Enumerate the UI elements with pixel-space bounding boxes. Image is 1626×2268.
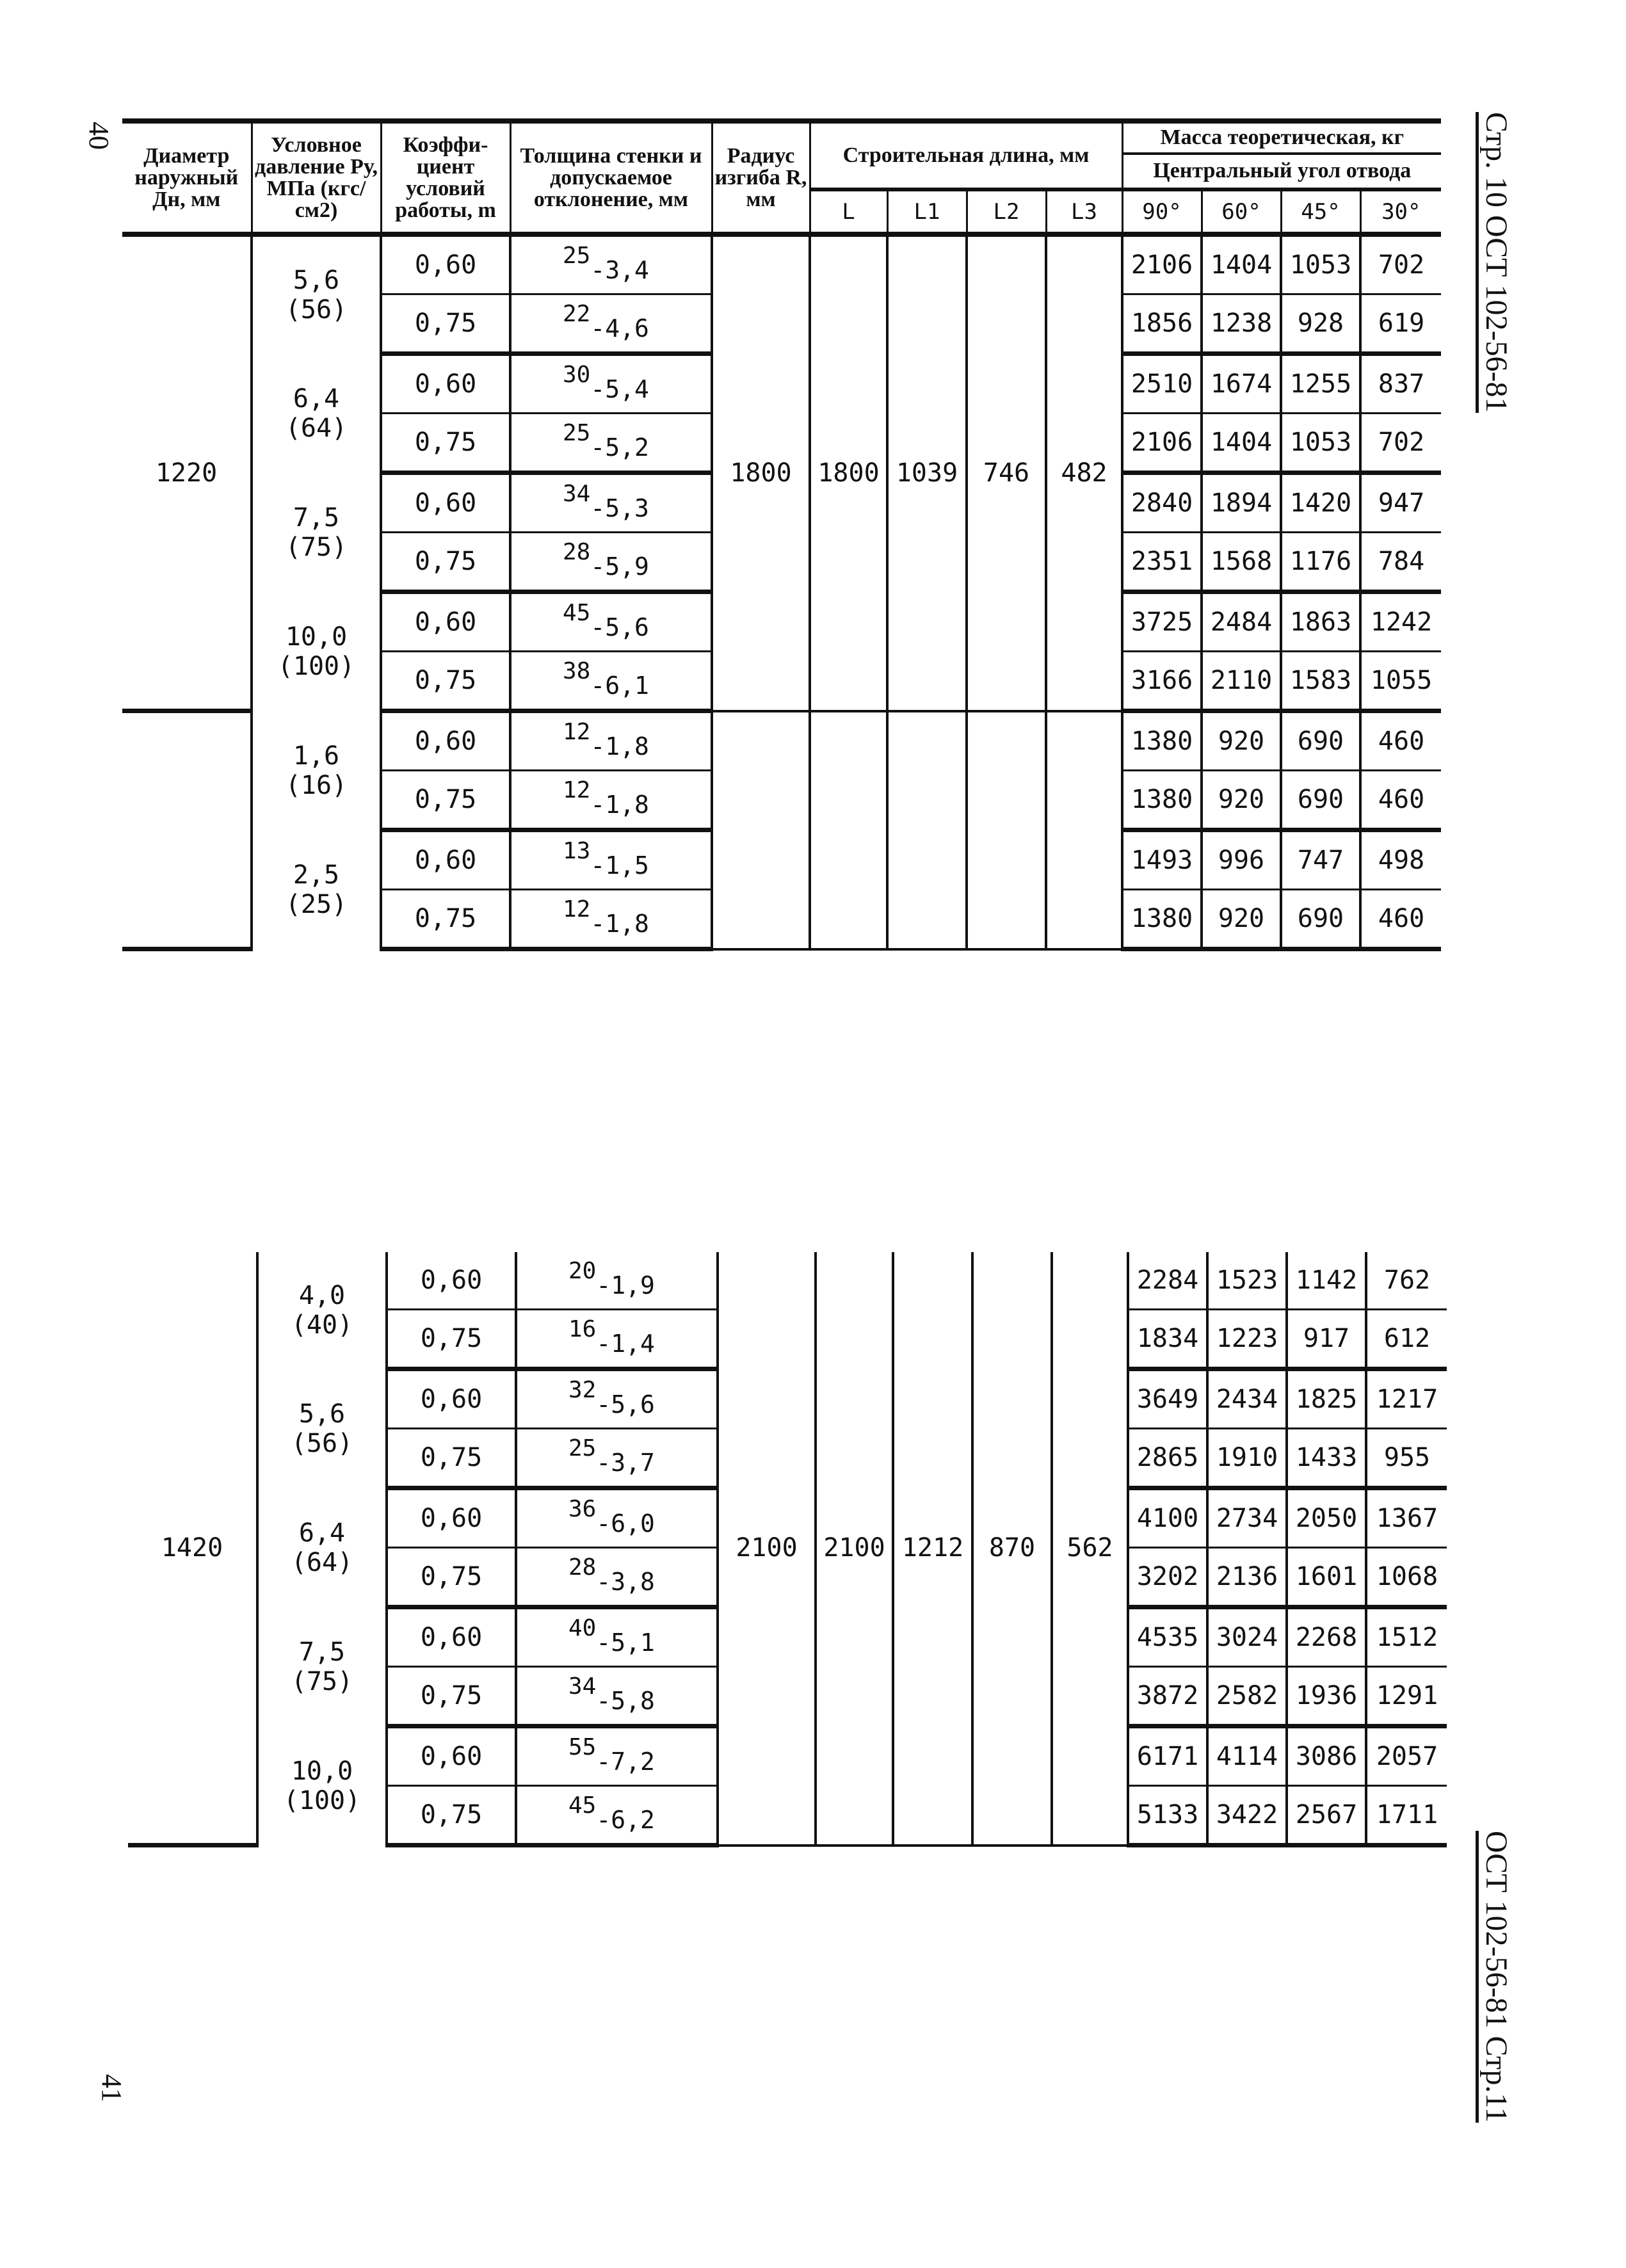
mass-cell: 1217 [1366, 1369, 1447, 1429]
coef-cell: 0,75 [381, 414, 510, 473]
thickness-tolerance: -3,7 [596, 1449, 655, 1477]
pressure-cell [252, 830, 381, 949]
thickness-cell [516, 1369, 718, 1429]
thickness-tolerance: -1,5 [590, 851, 649, 880]
coef-cell: 0,75 [387, 1667, 516, 1726]
thickness-nominal: 45 [563, 600, 591, 626]
thickness-nominal: 22 [563, 301, 591, 327]
mass-cell: 4114 [1207, 1726, 1287, 1786]
mass-cell: 3086 [1287, 1726, 1366, 1786]
coef-cell: 0,60 [381, 830, 510, 890]
thickness-tolerance: -3,4 [590, 256, 649, 284]
pressure-mpa: 10,0 [291, 1756, 353, 1786]
thickness-cell [516, 1667, 718, 1726]
mass-cell: 1053 [1281, 234, 1360, 294]
mass-cell: 920 [1202, 771, 1281, 830]
mass-cell: 1894 [1202, 473, 1281, 533]
mass-cell: 1053 [1281, 414, 1360, 473]
thickness-tolerance: -6,1 [590, 672, 649, 700]
mass-cell: 2106 [1122, 234, 1202, 294]
header-radius: Радиус изгиба R, мм [712, 121, 810, 234]
thickness-tolerance: -1,8 [590, 910, 649, 938]
header-coef: Коэффи-циент условий работы, m [381, 121, 510, 234]
thickness-nominal: 55 [568, 1734, 597, 1760]
mass-cell: 2840 [1122, 473, 1202, 533]
mass-cell: 1242 [1360, 592, 1441, 652]
thickness-cell [510, 830, 712, 890]
thickness-nominal: 25 [563, 420, 591, 446]
table-row [128, 1252, 1447, 1310]
header-pressure: Условное давление Ру, МПа (кгс/см2) [252, 121, 381, 234]
header-length-l3: L3 [1046, 189, 1122, 234]
pipe-bend-table-lower [128, 1252, 1447, 1847]
mass-cell: 5133 [1128, 1786, 1207, 1846]
thickness-cell [510, 234, 712, 294]
mass-cell: 1936 [1287, 1667, 1366, 1726]
mass-cell: 1176 [1281, 533, 1360, 592]
header-angle-2: 45° [1281, 189, 1360, 234]
mass-cell: 1291 [1366, 1667, 1447, 1726]
page-number-41: 41 [96, 2074, 127, 2102]
mass-cell: 1055 [1360, 652, 1441, 711]
pipe-bend-table-upper [122, 118, 1441, 951]
mass-cell: 1433 [1287, 1429, 1366, 1488]
pressure-cell [252, 354, 381, 473]
thickness-tolerance: -5,3 [590, 494, 649, 522]
thickness-tolerance: -5,6 [596, 1390, 655, 1419]
mass-cell: 1142 [1287, 1252, 1366, 1310]
pressure-cell [252, 234, 381, 354]
thickness-cell [516, 1786, 718, 1846]
thickness-nominal: 25 [568, 1435, 597, 1461]
pressure-mpa: 6,4 [293, 383, 340, 414]
table-row [122, 234, 1441, 294]
mass-cell: 1223 [1207, 1310, 1287, 1369]
diameter-cell [122, 711, 252, 949]
thickness-nominal: 32 [568, 1377, 597, 1403]
page-number-40: 40 [83, 122, 115, 150]
header-length-l1: L1 [887, 189, 967, 234]
pressure-cell [257, 1607, 387, 1726]
mass-cell: 2268 [1287, 1607, 1366, 1667]
thickness-tolerance: -5,9 [590, 552, 649, 581]
thickness-nominal: 12 [563, 896, 591, 922]
mass-cell: 2484 [1202, 592, 1281, 652]
mass-cell: 2865 [1128, 1429, 1207, 1488]
mass-cell: 6171 [1128, 1726, 1207, 1786]
mass-cell: 2582 [1207, 1667, 1287, 1726]
thickness-cell [510, 414, 712, 473]
thickness-nominal: 13 [563, 838, 591, 864]
mass-cell: 1834 [1128, 1310, 1207, 1369]
thickness-tolerance: -4,6 [590, 314, 649, 342]
thickness-nominal: 36 [568, 1496, 597, 1522]
thickness-cell [516, 1726, 718, 1786]
mass-cell: 4535 [1128, 1607, 1207, 1667]
diameter-cell: 1220 [122, 234, 252, 711]
length-r-cell [712, 711, 810, 949]
thickness-cell [510, 890, 712, 949]
header-length-l2: L2 [967, 189, 1046, 234]
thickness-tolerance: -5,6 [590, 613, 649, 641]
pressure-mpa: 7,5 [298, 1637, 346, 1667]
mass-cell: 2050 [1287, 1488, 1366, 1548]
mass-cell: 1856 [1122, 294, 1202, 354]
coef-cell: 0,75 [381, 652, 510, 711]
coef-cell: 0,75 [381, 771, 510, 830]
coef-cell: 0,60 [381, 711, 510, 771]
mass-cell: 1568 [1202, 533, 1281, 592]
coef-cell: 0,60 [381, 592, 510, 652]
coef-cell: 0,75 [381, 890, 510, 949]
mass-cell: 3202 [1128, 1548, 1207, 1607]
length-r-cell: 2100 [718, 1252, 816, 1846]
length-l1-cell: 1039 [887, 234, 967, 711]
mass-cell: 3872 [1128, 1667, 1207, 1726]
mass-cell: 1404 [1202, 234, 1281, 294]
thickness-nominal: 28 [568, 1554, 597, 1580]
mass-cell: 1512 [1366, 1607, 1447, 1667]
mass-cell: 1380 [1122, 711, 1202, 771]
pressure-mpa: 10,0 [285, 622, 348, 652]
mass-cell: 955 [1366, 1429, 1447, 1488]
thickness-nominal: 25 [563, 243, 591, 269]
thickness-nominal: 34 [568, 1673, 597, 1700]
thickness-nominal: 16 [568, 1316, 597, 1342]
thickness-cell [516, 1607, 718, 1667]
mass-cell: 3725 [1122, 592, 1202, 652]
mass-cell: 2057 [1366, 1726, 1447, 1786]
pressure-cell [257, 1252, 387, 1369]
mass-cell: 3166 [1122, 652, 1202, 711]
pressure-cell [252, 473, 381, 592]
thickness-nominal: 38 [563, 658, 591, 684]
pressure-kgf: (64) [285, 413, 348, 443]
pressure-mpa: 7,5 [293, 503, 340, 533]
pressure-kgf: (56) [291, 1428, 353, 1458]
pressure-cell [252, 711, 381, 830]
length-l3-cell [1046, 711, 1122, 949]
length-l2-cell [967, 711, 1046, 949]
mass-cell: 619 [1360, 294, 1441, 354]
mass-cell: 1910 [1207, 1429, 1287, 1488]
mass-cell: 747 [1281, 830, 1360, 890]
mass-cell: 947 [1360, 473, 1441, 533]
pressure-mpa: 1,6 [293, 741, 340, 771]
pressure-kgf: (64) [291, 1547, 353, 1577]
mass-cell: 3422 [1207, 1786, 1287, 1846]
mass-cell: 2106 [1122, 414, 1202, 473]
header-length: Строительная длина, мм [810, 121, 1122, 189]
pressure-mpa: 4,0 [298, 1281, 346, 1311]
coef-cell: 0,60 [387, 1488, 516, 1548]
thickness-cell [510, 592, 712, 652]
mass-cell: 702 [1360, 234, 1441, 294]
pressure-cell [257, 1369, 387, 1488]
thickness-nominal: 20 [568, 1258, 597, 1284]
mass-cell: 1238 [1202, 294, 1281, 354]
mass-cell: 996 [1202, 830, 1281, 890]
mass-cell: 1420 [1281, 473, 1360, 533]
mass-cell: 784 [1360, 533, 1441, 592]
header-angle: Центральный угол отвода [1122, 154, 1441, 189]
mass-cell: 1674 [1202, 354, 1281, 414]
running-header-bottom: ОСТ 102-56-81 Стр.11 [1476, 1831, 1514, 2123]
mass-cell: 1523 [1207, 1252, 1287, 1310]
coef-cell: 0,60 [381, 354, 510, 414]
length-l2-cell: 746 [967, 234, 1046, 711]
mass-cell: 2136 [1207, 1548, 1287, 1607]
mass-cell: 2734 [1207, 1488, 1287, 1548]
mass-cell: 460 [1360, 890, 1441, 949]
thickness-nominal: 12 [563, 719, 591, 745]
mass-cell: 690 [1281, 890, 1360, 949]
thickness-nominal: 30 [563, 362, 591, 388]
header-diameter: Диаметр наружный Дн, мм [122, 121, 252, 234]
thickness-tolerance: -5,1 [596, 1629, 655, 1657]
thickness-cell [510, 711, 712, 771]
mass-cell: 762 [1366, 1252, 1447, 1310]
pressure-kgf: (75) [291, 1666, 353, 1696]
length-l1-cell: 1212 [893, 1252, 972, 1846]
pressure-mpa: 6,4 [298, 1518, 346, 1548]
mass-cell: 1367 [1366, 1488, 1447, 1548]
length-l1-cell [887, 711, 967, 949]
thickness-tolerance: -1,4 [596, 1330, 655, 1358]
mass-cell: 1583 [1281, 652, 1360, 711]
thickness-cell [516, 1252, 718, 1310]
header-angle-1: 60° [1202, 189, 1281, 234]
mass-cell: 690 [1281, 771, 1360, 830]
coef-cell: 0,60 [387, 1252, 516, 1310]
mass-cell: 2110 [1202, 652, 1281, 711]
mass-cell: 1601 [1287, 1548, 1366, 1607]
thickness-tolerance: -5,2 [590, 433, 649, 462]
length-l2-cell: 870 [972, 1252, 1052, 1846]
length-l-cell: 2100 [816, 1252, 893, 1846]
thickness-cell [510, 771, 712, 830]
mass-cell: 928 [1281, 294, 1360, 354]
mass-cell: 1404 [1202, 414, 1281, 473]
mass-cell: 3649 [1128, 1369, 1207, 1429]
pressure-kgf: (100) [277, 651, 355, 681]
thickness-cell [510, 294, 712, 354]
mass-cell: 1493 [1122, 830, 1202, 890]
pressure-kgf: (100) [283, 1785, 361, 1815]
thickness-tolerance: -6,0 [596, 1509, 655, 1538]
mass-cell: 920 [1202, 890, 1281, 949]
length-l-cell [810, 711, 887, 949]
header-angle-3: 30° [1360, 189, 1441, 234]
thickness-cell [516, 1488, 718, 1548]
mass-cell: 2351 [1122, 533, 1202, 592]
mass-cell: 2510 [1122, 354, 1202, 414]
coef-cell: 0,60 [387, 1607, 516, 1667]
length-l3-cell: 562 [1052, 1252, 1128, 1846]
table-row [122, 711, 1441, 771]
coef-cell: 0,60 [381, 234, 510, 294]
mass-cell: 1380 [1122, 890, 1202, 949]
mass-cell: 920 [1202, 711, 1281, 771]
pressure-kgf: (56) [285, 295, 348, 325]
thickness-tolerance: -6,2 [596, 1806, 655, 1834]
header-thickness: Толщина стенки и допускаемое отклонение, мм [510, 121, 712, 234]
mass-cell: 1255 [1281, 354, 1360, 414]
running-header-top: Стр. 10 ОСТ 102-56-81 [1476, 112, 1514, 413]
thickness-tolerance: -1,8 [590, 732, 649, 760]
thickness-cell [510, 533, 712, 592]
coef-cell: 0,75 [387, 1548, 516, 1607]
thickness-cell [516, 1548, 718, 1607]
mass-cell: 4100 [1128, 1488, 1207, 1548]
mass-cell: 1068 [1366, 1548, 1447, 1607]
mass-cell: 917 [1287, 1310, 1366, 1369]
mass-cell: 1711 [1366, 1786, 1447, 1846]
thickness-tolerance: -5,8 [596, 1687, 655, 1715]
header-angle-0: 90° [1122, 189, 1202, 234]
diameter-cell: 1420 [128, 1252, 257, 1846]
thickness-nominal: 34 [563, 481, 591, 507]
mass-cell: 2434 [1207, 1369, 1287, 1429]
mass-cell: 460 [1360, 771, 1441, 830]
mass-cell: 702 [1360, 414, 1441, 473]
mass-cell: 3024 [1207, 1607, 1287, 1667]
pressure-kgf: (40) [291, 1310, 353, 1340]
length-l-cell: 1800 [810, 234, 887, 711]
coef-cell: 0,75 [387, 1786, 516, 1846]
thickness-cell [510, 652, 712, 711]
mass-cell: 2567 [1287, 1786, 1366, 1846]
pressure-mpa: 5,6 [298, 1399, 346, 1429]
mass-cell: 1380 [1122, 771, 1202, 830]
pressure-kgf: (25) [285, 889, 348, 919]
thickness-nominal: 40 [568, 1615, 597, 1641]
pressure-kgf: (75) [285, 532, 348, 562]
coef-cell: 0,60 [387, 1726, 516, 1786]
thickness-tolerance: -3,8 [596, 1568, 655, 1596]
length-l3-cell: 482 [1046, 234, 1122, 711]
pressure-mpa: 2,5 [293, 860, 340, 890]
mass-cell: 1863 [1281, 592, 1360, 652]
pressure-cell [257, 1726, 387, 1846]
thickness-nominal: 45 [568, 1792, 597, 1819]
mass-cell: 837 [1360, 354, 1441, 414]
thickness-tolerance: -1,9 [596, 1271, 655, 1299]
thickness-nominal: 28 [563, 539, 591, 565]
mass-cell: 612 [1366, 1310, 1447, 1369]
header-mass: Масса теоретическая, кг [1122, 121, 1441, 154]
thickness-cell [516, 1429, 718, 1488]
thickness-nominal: 12 [563, 777, 591, 803]
thickness-cell [510, 473, 712, 533]
coef-cell: 0,60 [387, 1369, 516, 1429]
thickness-tolerance: -5,4 [590, 375, 649, 403]
pressure-kgf: (16) [285, 770, 348, 800]
thickness-cell [510, 354, 712, 414]
coef-cell: 0,75 [381, 533, 510, 592]
coef-cell: 0,75 [381, 294, 510, 354]
length-r-cell: 1800 [712, 234, 810, 711]
mass-cell: 2284 [1128, 1252, 1207, 1310]
pressure-cell [252, 592, 381, 711]
mass-cell: 498 [1360, 830, 1441, 890]
thickness-tolerance: -7,2 [596, 1748, 655, 1776]
pressure-mpa: 5,6 [293, 266, 340, 296]
mass-cell: 460 [1360, 711, 1441, 771]
mass-cell: 690 [1281, 711, 1360, 771]
header-length-l: L [810, 189, 887, 234]
coef-cell: 0,60 [381, 473, 510, 533]
mass-cell: 1825 [1287, 1369, 1366, 1429]
coef-cell: 0,75 [387, 1310, 516, 1369]
coef-cell: 0,75 [387, 1429, 516, 1488]
thickness-tolerance: -1,8 [590, 791, 649, 819]
thickness-cell [516, 1310, 718, 1369]
pressure-cell [257, 1488, 387, 1607]
